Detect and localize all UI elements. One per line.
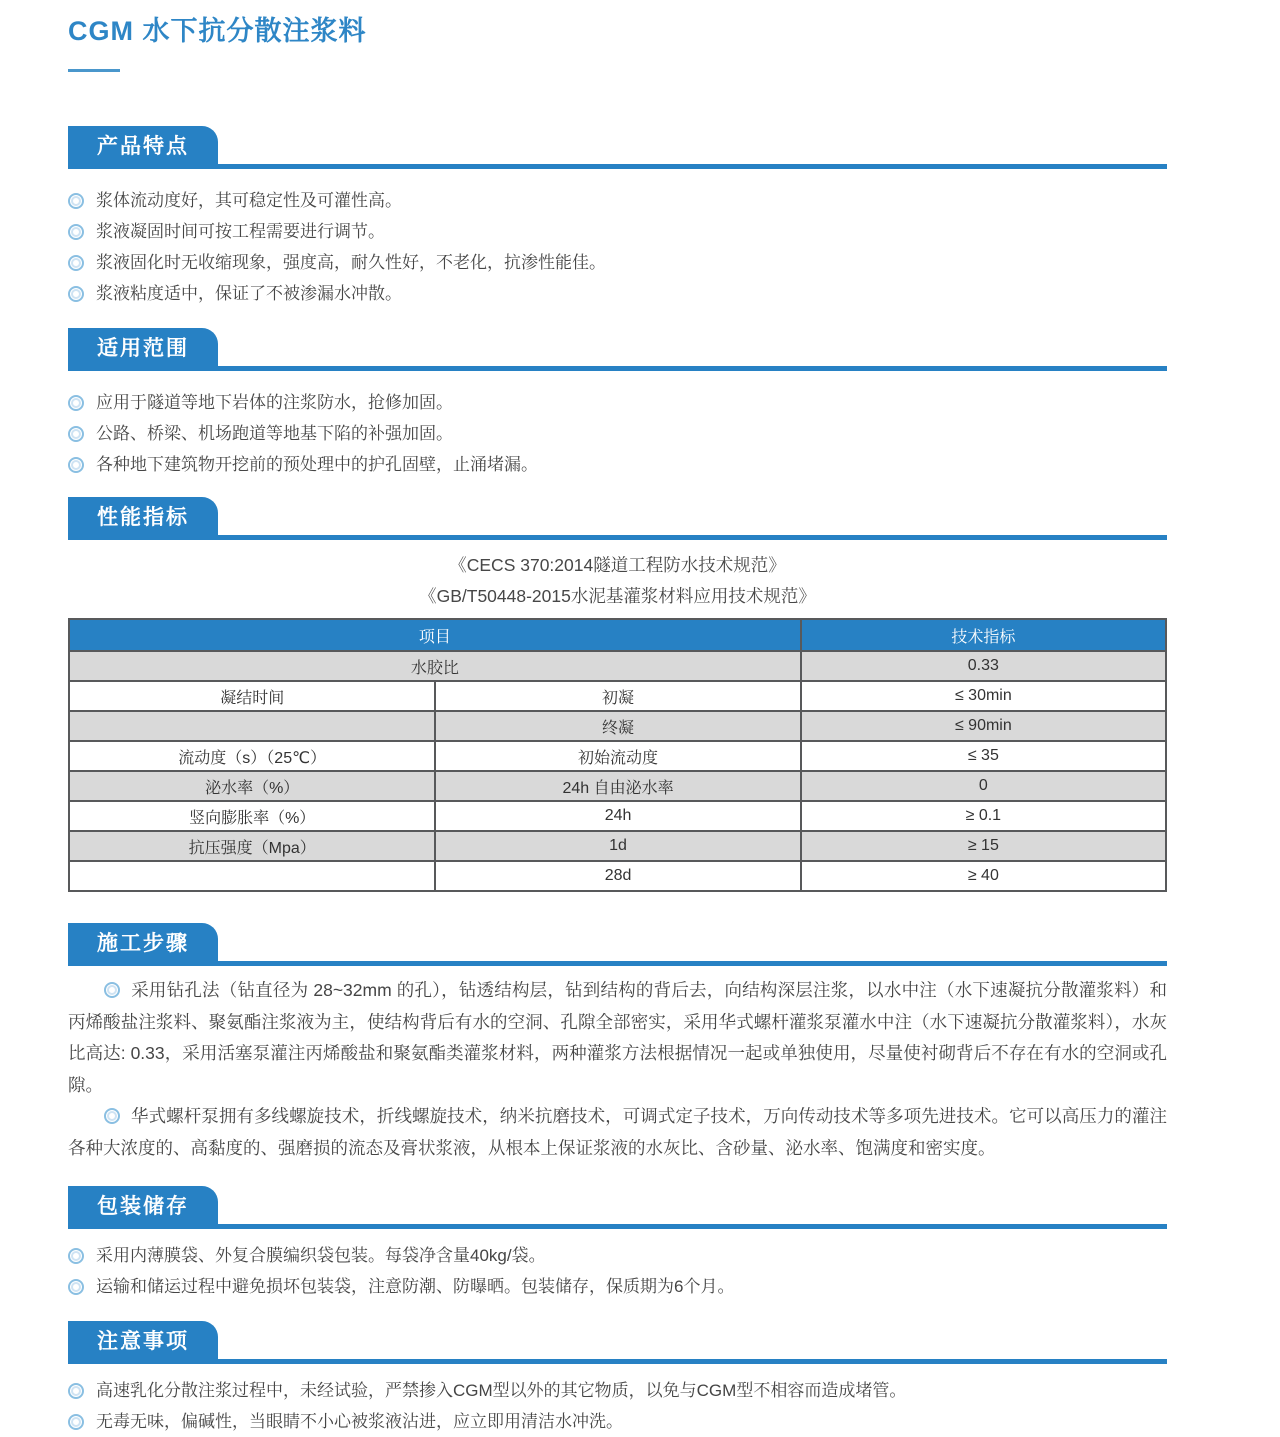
list-item — [68, 185, 1167, 216]
section-badge-scope: 适用范围 — [68, 328, 218, 366]
table-cell: ≥ 15 — [801, 831, 1166, 861]
bullet-icon — [68, 1279, 84, 1295]
section-header-features — [68, 126, 1167, 169]
bullet-icon — [68, 1383, 84, 1399]
table-cell: 初凝 — [435, 681, 800, 711]
standards-block — [68, 550, 1167, 612]
section-rule — [68, 164, 1167, 169]
list-item-text: 浆体流动度好，其可稳定性及可灌性高。 — [96, 191, 402, 210]
list-item — [68, 1406, 1167, 1437]
table-row — [69, 801, 1166, 831]
section-rule — [68, 366, 1167, 371]
list-item — [68, 387, 1167, 418]
scope-list — [68, 387, 1167, 480]
performance-table — [68, 618, 1167, 892]
section-header-notes — [68, 1321, 1167, 1364]
list-item-text: 运输和储运过程中避免损坏包装袋，注意防潮、防曝晒。包装储存，保质期为6个月。 — [96, 1277, 735, 1296]
table-cell: 1d — [435, 831, 800, 861]
bullet-icon — [68, 457, 84, 473]
list-item-text: 公路、桥梁、机场跑道等地基下陷的补强加固。 — [96, 424, 453, 443]
table-row — [69, 651, 1166, 681]
paragraph-text: 华式螺杆泵拥有多线螺旋技术，折线螺旋技术，纳米抗磨技术，可调式定子技术，万向传动技术等多项先进技术。它可以高压力的灌注各种大浓度的、高黏度的、强磨损的流态及膏状浆液，从根本上保证浆液的水灰比、含砂量、泌水率、饱满度和密实度。 — [68, 1106, 1167, 1158]
section-rule — [68, 535, 1167, 540]
section-badge-features: 产品特点 — [68, 126, 218, 164]
bullet-icon — [68, 1248, 84, 1264]
table-cell: 竖向膨胀率（%） — [69, 801, 435, 831]
table-row — [69, 711, 1166, 741]
section-rule — [68, 961, 1167, 966]
title-underline — [68, 69, 120, 72]
list-item-text: 浆液粘度适中，保证了不被渗漏水冲散。 — [96, 284, 402, 303]
section-header-performance — [68, 497, 1167, 540]
table-cell: 水胶比 — [69, 651, 801, 681]
bullet-icon — [104, 982, 120, 998]
list-item-text: 浆液凝固时间可按工程需要进行调节。 — [96, 222, 385, 241]
section-badge-notes: 注意事项 — [68, 1321, 218, 1359]
table-cell: 泌水率（%） — [69, 771, 435, 801]
column-header-item: 项目 — [69, 619, 801, 651]
section-header-construction — [68, 923, 1167, 966]
table-cell: 凝结时间 — [69, 681, 435, 711]
table-cell — [69, 711, 435, 741]
paragraph-text: 采用钻孔法（钻直径为 28~32mm 的孔），钻透结构层，钻到结构的背后去，向结构深层注浆，以水中注（水下速凝抗分散灌浆料）和丙烯酸盐注浆料、聚氨酯注浆液为主，使结构背后有水的空洞、孔隙全部密实，采用华式螺杆灌浆泵灌水中注（水下速凝抗分散灌浆料），水灰比高达: 0.33，采用活塞泵灌注丙烯酸盐和聚氨酯类灌浆材料，两种灌浆方法根据情况一起或单独使用，尽量使衬砌背后不存在有水的空洞或孔隙。 — [68, 980, 1167, 1095]
table-cell: ≤ 90min — [801, 711, 1166, 741]
list-item-text: 应用于隧道等地下岩体的注浆防水，抢修加固。 — [96, 393, 453, 412]
table-cell: ≥ 40 — [801, 861, 1166, 891]
table-cell: ≤ 35 — [801, 741, 1166, 771]
table-cell: ≤ 30min — [801, 681, 1166, 711]
table-row — [69, 861, 1166, 891]
construction-paragraphs — [68, 975, 1167, 1164]
packaging-list — [68, 1240, 1167, 1302]
list-item — [68, 418, 1167, 449]
section-rule — [68, 1359, 1167, 1364]
list-item-text: 采用内薄膜袋、外复合膜编织袋包装。每袋净含量40kg/袋。 — [96, 1246, 546, 1265]
table-row — [69, 741, 1166, 771]
list-item-text: 高速乳化分散注浆过程中，未经试验，严禁掺入CGM型以外的其它物质，以免与CGM型不相容而造成堵管。 — [96, 1381, 907, 1400]
features-list — [68, 185, 1167, 309]
section-badge-packaging: 包装储存 — [68, 1186, 218, 1224]
section-rule — [68, 1224, 1167, 1229]
list-item — [68, 247, 1167, 278]
table-cell: 28d — [435, 861, 800, 891]
list-item-text: 无毒无味，偏碱性，当眼睛不小心被浆液沾进，应立即用清洁水冲洗。 — [96, 1412, 623, 1431]
list-item — [68, 1271, 1167, 1302]
table-cell: 0 — [801, 771, 1166, 801]
table-cell: 初始流动度 — [435, 741, 800, 771]
list-item — [68, 449, 1167, 480]
table-cell: 24h 自由泌水率 — [435, 771, 800, 801]
column-header-spec: 技术指标 — [801, 619, 1166, 651]
bullet-icon — [68, 255, 84, 271]
section-badge-performance: 性能指标 — [68, 497, 218, 535]
table-cell: 终凝 — [435, 711, 800, 741]
page-title: CGM 水下抗分散注浆料 — [68, 16, 367, 46]
table-row — [69, 771, 1166, 801]
list-item-text: 浆液固化时无收缩现象，强度高，耐久性好，不老化，抗渗性能佳。 — [96, 253, 606, 272]
standard-reference: 《CECS 370:2014隧道工程防水技术规范》 — [449, 555, 786, 575]
construction-paragraph — [68, 1101, 1167, 1164]
table-cell: 24h — [435, 801, 800, 831]
notes-list — [68, 1375, 1167, 1437]
table-row — [69, 831, 1166, 861]
table-cell: 抗压强度（Mpa） — [69, 831, 435, 861]
table-cell: 0.33 — [801, 651, 1166, 681]
bullet-icon — [68, 193, 84, 209]
table-header-row — [69, 619, 1166, 651]
table-cell: ≥ 0.1 — [801, 801, 1166, 831]
bullet-icon — [68, 395, 84, 411]
list-item — [68, 278, 1167, 309]
table-cell: 流动度（s）（25℃） — [69, 741, 435, 771]
section-header-packaging — [68, 1186, 1167, 1229]
bullet-icon — [68, 1414, 84, 1430]
standard-reference: 《GB/T50448-2015水泥基灌浆材料应用技术规范》 — [419, 586, 816, 606]
list-item-text: 各种地下建筑物开挖前的预处理中的护孔固壁，止涌堵漏。 — [96, 455, 538, 474]
section-badge-construction: 施工步骤 — [68, 923, 218, 961]
bullet-icon — [68, 426, 84, 442]
bullet-icon — [68, 286, 84, 302]
construction-paragraph — [68, 975, 1167, 1101]
bullet-icon — [68, 224, 84, 240]
table-cell — [69, 861, 435, 891]
list-item — [68, 1375, 1167, 1406]
list-item — [68, 216, 1167, 247]
list-item — [68, 1240, 1167, 1271]
bullet-icon — [104, 1108, 120, 1124]
table-row — [69, 681, 1166, 711]
section-header-scope — [68, 328, 1167, 371]
